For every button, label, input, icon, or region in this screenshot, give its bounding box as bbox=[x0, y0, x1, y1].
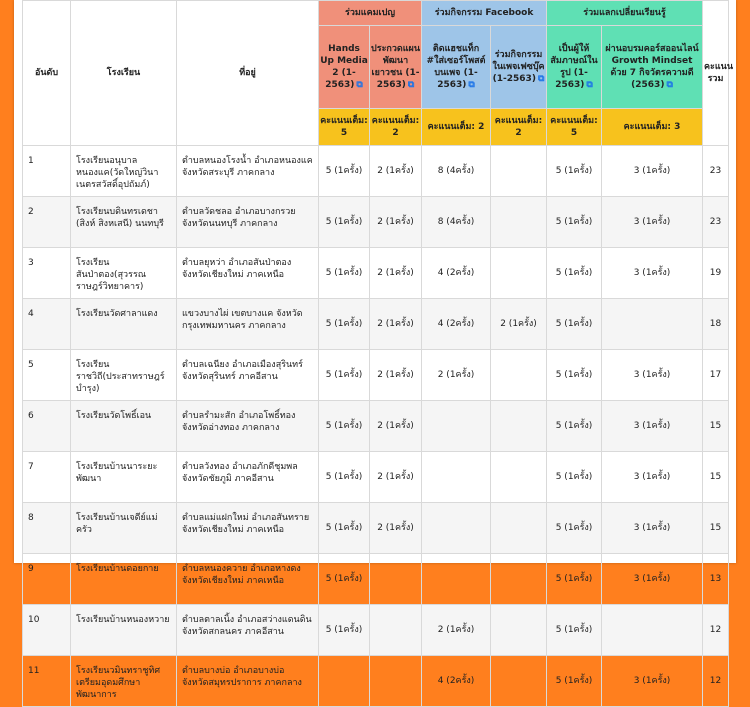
learning-group-header: ร่วมแลกเปลี่ยนเรียนรู้ bbox=[547, 1, 703, 26]
score-cell: 8 (4ครั้ง) bbox=[422, 146, 491, 197]
max-score-cell: คะแนนเต็ม: 2 bbox=[491, 109, 547, 146]
rank-cell: 8 bbox=[23, 503, 71, 554]
group-header-row bbox=[23, 1, 729, 26]
score-cell: 5 (1ครั้ง) bbox=[319, 503, 370, 554]
score-cell: 2 (1ครั้ง) bbox=[491, 299, 547, 350]
score-cell: 5 (1ครั้ง) bbox=[547, 554, 602, 605]
score-cell: 3 (1ครั้ง) bbox=[602, 452, 703, 503]
max-score-cell: คะแนนเต็ม: 5 bbox=[319, 109, 370, 146]
score-cell: 5 (1ครั้ง) bbox=[547, 248, 602, 299]
school-name-cell: โรงเรียนอนุบาลหนองแค(วัดใหญ่วินาเนตรสวัสดิ์อุปถัมภ์) bbox=[71, 146, 177, 197]
external-link-icon[interactable]: ⧉ bbox=[586, 80, 593, 90]
rank-cell: 3 bbox=[23, 248, 71, 299]
table-row bbox=[23, 401, 729, 452]
table-row bbox=[23, 554, 729, 605]
table-row bbox=[23, 605, 729, 656]
total-header: คะแนนรวม bbox=[703, 1, 729, 146]
score-cell: 5 (1ครั้ง) bbox=[547, 503, 602, 554]
address-cell: ตำบลวัดชลอ อำเภอบางกรวย จังหวัดนนทบุรี ภาคกลาง bbox=[177, 197, 319, 248]
score-cell: 5 (1ครั้ง) bbox=[547, 401, 602, 452]
score-cell bbox=[491, 197, 547, 248]
score-cell: 5 (1ครั้ง) bbox=[547, 299, 602, 350]
score-cell: 3 (1ครั้ง) bbox=[602, 656, 703, 707]
score-cell: 4 (2ครั้ง) bbox=[422, 248, 491, 299]
rank-cell: 9 bbox=[23, 554, 71, 605]
score-cell: 3 (1ครั้ง) bbox=[602, 350, 703, 401]
score-cell: 3 (1ครั้ง) bbox=[602, 248, 703, 299]
table-row bbox=[23, 350, 729, 401]
col-growth-mindset-label: ผ่านอบรมคอร์สออนไลน์ Growth Mindset ด้วย 7 กิจวัตรความดี (2563) bbox=[605, 44, 699, 90]
score-cell: 3 (1ครั้ง) bbox=[602, 503, 703, 554]
max-score-cell: คะแนนเต็ม: 5 bbox=[547, 109, 602, 146]
table-row bbox=[23, 248, 729, 299]
score-cell: 5 (1ครั้ง) bbox=[319, 554, 370, 605]
score-cell: 8 (4ครั้ง) bbox=[422, 197, 491, 248]
score-cell: 3 (1ครั้ง) bbox=[602, 197, 703, 248]
school-name-cell: โรงเรียนบ้านหนองหวาย bbox=[71, 605, 177, 656]
address-cell: ตำบลตาลเนิ้ง อำเภอสว่างแดนดิน จังหวัดสกลนคร ภาคอีสาน bbox=[177, 605, 319, 656]
external-link-icon[interactable]: ⧉ bbox=[537, 74, 545, 84]
score-cell: 2 (1ครั้ง) bbox=[422, 605, 491, 656]
school-header: โรงเรียน bbox=[71, 1, 177, 146]
external-link-icon[interactable]: ⧉ bbox=[407, 80, 415, 90]
score-cell: 5 (1ครั้ง) bbox=[319, 605, 370, 656]
score-cell bbox=[491, 656, 547, 707]
score-cell: 2 (1ครั้ง) bbox=[370, 299, 422, 350]
score-cell: 2 (1ครั้ง) bbox=[370, 146, 422, 197]
address-cell: ตำบลยุหว่า อำเภอสันป่าตอง จังหวัดเชียงใหม่ ภาคเหนือ bbox=[177, 248, 319, 299]
score-cell bbox=[602, 299, 703, 350]
score-cell: 2 (1ครั้ง) bbox=[370, 350, 422, 401]
address-cell: ตำบลหนองควาย อำเภอหางดง จังหวัดเชียงใหม่ ภาคเหนือ bbox=[177, 554, 319, 605]
score-cell bbox=[422, 401, 491, 452]
col-interview-label: เป็นผู้ให้สัมภาษณ์ในรูป (1-2563) bbox=[550, 44, 598, 90]
col-interview[interactable] bbox=[547, 26, 602, 109]
score-cell bbox=[370, 605, 422, 656]
rank-cell: 11 bbox=[23, 656, 71, 707]
school-name-cell: โรงเรียนบ้านเจดีย์แม่ครัว bbox=[71, 503, 177, 554]
col-hands-up-media-label: Hands Up Media 2 (1-2563) bbox=[320, 44, 368, 90]
leaderboard-panel bbox=[14, 0, 736, 700]
rank-cell: 6 bbox=[23, 401, 71, 452]
score-cell: 2 (1ครั้ง) bbox=[370, 401, 422, 452]
col-hashtag-post[interactable] bbox=[422, 26, 491, 109]
score-cell: 2 (1ครั้ง) bbox=[422, 350, 491, 401]
score-cell: 5 (1ครั้ง) bbox=[319, 248, 370, 299]
score-cell: 3 (1ครั้ง) bbox=[602, 401, 703, 452]
rank-header: อันดับ bbox=[23, 1, 71, 146]
address-cell: ตำบลแม่แฝกใหม่ อำเภอสันทราย จังหวัดเชียงใหม่ ภาคเหนือ bbox=[177, 503, 319, 554]
score-cell: 5 (1ครั้ง) bbox=[547, 605, 602, 656]
leaderboard-table bbox=[22, 0, 733, 707]
school-name-cell: โรงเรียนราชวิถี(ประสาทราษฎร์บำรุง) bbox=[71, 350, 177, 401]
score-cell: 5 (1ครั้ง) bbox=[547, 656, 602, 707]
address-cell: ตำบลรำมะสัก อำเภอโพธิ์ทอง จังหวัดอ่างทอง ภาคกลาง bbox=[177, 401, 319, 452]
score-cell bbox=[491, 605, 547, 656]
address-cell: ตำบลเฉนียง อำเภอเมืองสุรินทร์ จังหวัดสุรินทร์ ภาคอีสาน bbox=[177, 350, 319, 401]
school-name-cell: โรงเรียนวมินทราชูทิศ เตรียมอุดมศึกษาพัฒนาการ bbox=[71, 656, 177, 707]
address-cell: ตำบลหนองโรงน้ำ อำเภอหนองแค จังหวัดสระบุรี ภาคกลาง bbox=[177, 146, 319, 197]
score-cell bbox=[422, 554, 491, 605]
school-name-cell: โรงเรียนสันป่าตอง(สุวรรณราษฎร์วิทยาคาร) bbox=[71, 248, 177, 299]
max-score-cell: คะแนนเต็ม: 3 bbox=[602, 109, 703, 146]
col-hands-up-media[interactable] bbox=[319, 26, 370, 109]
facebook-group-header: ร่วมกิจกรรม Facebook bbox=[422, 1, 547, 26]
score-cell: 2 (1ครั้ง) bbox=[370, 248, 422, 299]
score-cell: 5 (1ครั้ง) bbox=[319, 350, 370, 401]
score-cell: 5 (1ครั้ง) bbox=[547, 452, 602, 503]
external-link-icon[interactable]: ⧉ bbox=[356, 80, 363, 90]
score-cell bbox=[370, 656, 422, 707]
address-cell: ตำบลบางบ่อ อำเภอบางบ่อ จังหวัดสมุทรปราการ ภาคกลาง bbox=[177, 656, 319, 707]
school-name-cell: โรงเรียนวัดศาลาแดง bbox=[71, 299, 177, 350]
total-score-cell: 12 bbox=[703, 656, 729, 707]
col-youth-plan[interactable] bbox=[370, 26, 422, 109]
total-score-cell: 15 bbox=[703, 452, 729, 503]
score-cell bbox=[491, 503, 547, 554]
col-hashtag-post-label: ติดแฮชแท็ก #ใส่เซอร์โพสต์บนเพจ (1-2563) bbox=[426, 44, 486, 90]
score-cell: 5 (1ครั้ง) bbox=[319, 197, 370, 248]
score-cell: 5 (1ครั้ง) bbox=[319, 299, 370, 350]
table-row bbox=[23, 299, 729, 350]
col-facebook-page-label: ร่วมกิจกรรมในเพจเฟซบุ๊ค (1-2563) bbox=[492, 50, 545, 84]
score-cell: 3 (1ครั้ง) bbox=[602, 554, 703, 605]
score-cell: 2 (1ครั้ง) bbox=[370, 197, 422, 248]
score-cell: 4 (2ครั้ง) bbox=[422, 656, 491, 707]
rank-cell: 7 bbox=[23, 452, 71, 503]
col-facebook-page[interactable] bbox=[491, 26, 547, 109]
score-cell bbox=[422, 503, 491, 554]
score-cell: 2 (1ครั้ง) bbox=[370, 452, 422, 503]
rank-cell: 2 bbox=[23, 197, 71, 248]
total-score-cell: 23 bbox=[703, 146, 729, 197]
score-cell: 5 (1ครั้ง) bbox=[319, 146, 370, 197]
score-cell bbox=[319, 656, 370, 707]
total-score-cell: 19 bbox=[703, 248, 729, 299]
school-name-cell: โรงเรียนวัดโพธิ์เอน bbox=[71, 401, 177, 452]
address-cell: ตำบลวังทอง อำเภอภักดีชุมพล จังหวัดชัยภูมิ ภาคอีสาน bbox=[177, 452, 319, 503]
table-row bbox=[23, 146, 729, 197]
col-growth-mindset[interactable] bbox=[602, 26, 703, 109]
score-cell bbox=[422, 452, 491, 503]
score-cell: 5 (1ครั้ง) bbox=[319, 452, 370, 503]
score-cell: 5 (1ครั้ง) bbox=[319, 401, 370, 452]
score-cell: 5 (1ครั้ง) bbox=[547, 146, 602, 197]
rank-cell: 4 bbox=[23, 299, 71, 350]
total-score-cell: 18 bbox=[703, 299, 729, 350]
total-score-cell: 15 bbox=[703, 503, 729, 554]
total-score-cell: 23 bbox=[703, 197, 729, 248]
campaign-group-header: ร่วมแคมเปญ bbox=[319, 1, 422, 26]
rank-cell: 5 bbox=[23, 350, 71, 401]
table-row bbox=[23, 452, 729, 503]
score-cell: 3 (1ครั้ง) bbox=[602, 146, 703, 197]
score-cell bbox=[491, 452, 547, 503]
score-cell bbox=[491, 401, 547, 452]
max-score-cell: คะแนนเต็ม: 2 bbox=[422, 109, 491, 146]
school-name-cell: โรงเรียนบ้านดอยกาย bbox=[71, 554, 177, 605]
rank-cell: 1 bbox=[23, 146, 71, 197]
score-cell bbox=[491, 554, 547, 605]
score-cell bbox=[491, 248, 547, 299]
rank-cell: 10 bbox=[23, 605, 71, 656]
col-youth-plan-label: ประกวดแผนพัฒนาเยาวชน (1-2563) bbox=[371, 44, 420, 90]
school-name-cell: โรงเรียนบดินทรเดชา (สิงห์ สิงหเสนี) นนทบุรี bbox=[71, 197, 177, 248]
total-score-cell: 13 bbox=[703, 554, 729, 605]
score-cell: 2 (1ครั้ง) bbox=[370, 503, 422, 554]
score-cell bbox=[370, 554, 422, 605]
score-cell: 5 (1ครั้ง) bbox=[547, 350, 602, 401]
total-score-cell: 17 bbox=[703, 350, 729, 401]
score-cell: 5 (1ครั้ง) bbox=[547, 197, 602, 248]
external-link-icon[interactable]: ⧉ bbox=[468, 80, 475, 90]
school-name-cell: โรงเรียนบ้านนาระยะพัฒนา bbox=[71, 452, 177, 503]
max-score-cell: คะแนนเต็ม: 2 bbox=[370, 109, 422, 146]
address-cell: แขวงบางไผ่ เขตบางแค จังหวัดกรุงเทพมหานคร ภาคกลาง bbox=[177, 299, 319, 350]
table-row bbox=[23, 503, 729, 554]
score-cell bbox=[491, 146, 547, 197]
external-link-icon[interactable]: ⧉ bbox=[666, 80, 673, 90]
score-cell bbox=[602, 605, 703, 656]
total-score-cell: 12 bbox=[703, 605, 729, 656]
address-header: ที่อยู่ bbox=[177, 1, 319, 146]
score-cell bbox=[491, 350, 547, 401]
table-row bbox=[23, 197, 729, 248]
total-score-cell: 15 bbox=[703, 401, 729, 452]
table-row bbox=[23, 656, 729, 707]
score-cell: 4 (2ครั้ง) bbox=[422, 299, 491, 350]
